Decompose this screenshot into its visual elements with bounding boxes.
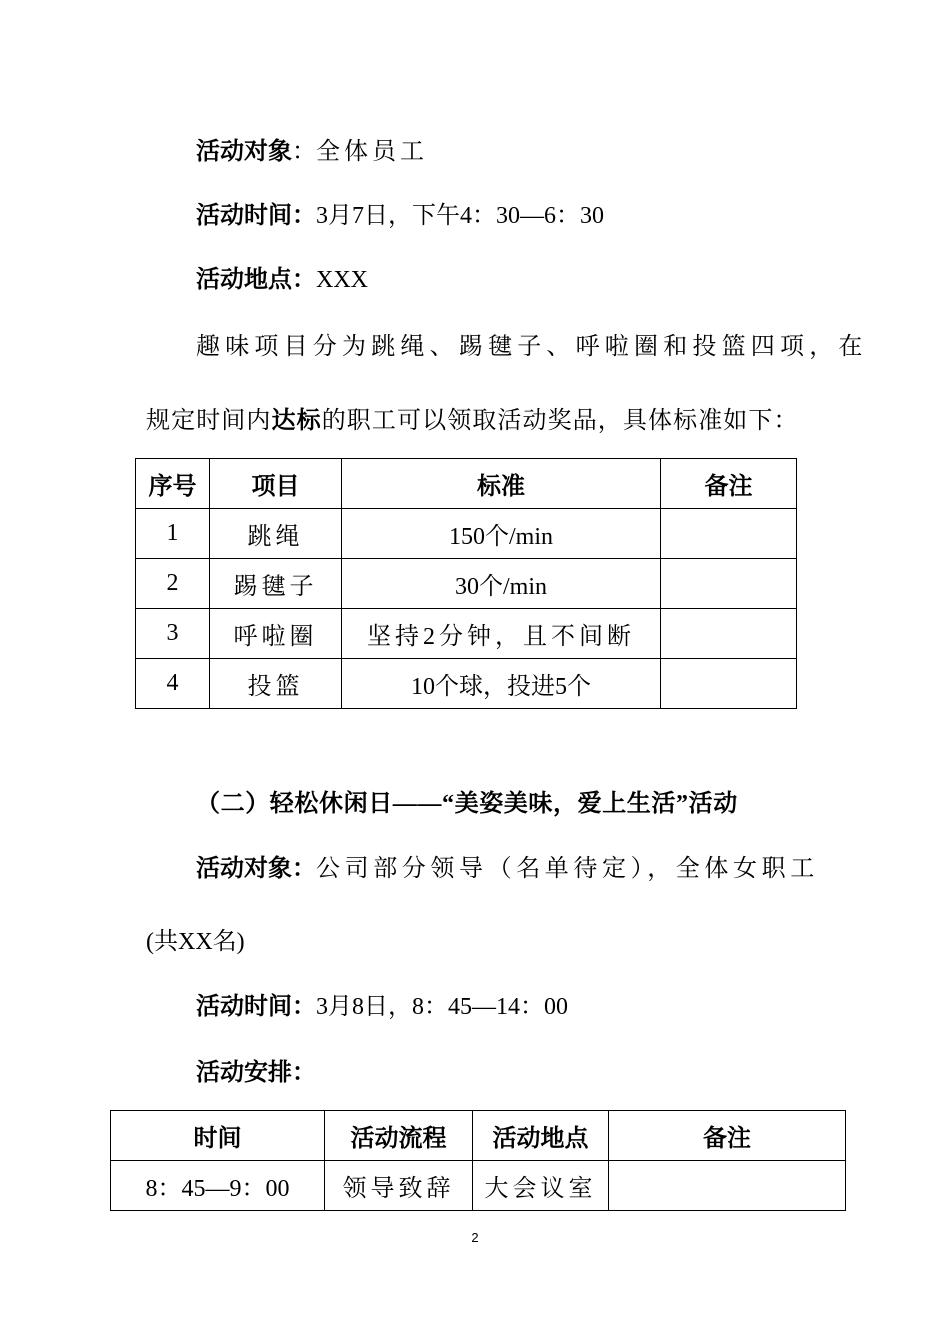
table-header-row [136,459,797,509]
activity-target-value: 全体员工 [316,139,428,165]
table-cell: 1 [136,509,210,559]
activity-time-line [196,200,604,232]
intro-paragraph-line1: 趣味项目分为跳绳、踢毽子、呼啦圈和投篮四项，在 [196,334,868,360]
activity-place-label: 活动地点： [196,267,316,293]
section2-target-line [196,853,819,885]
intro-text-bold: 达标 [271,408,322,434]
intro-text-c: 的职工可以领取活动奖品，具体标准如下： [321,408,799,434]
section2-time-line [196,991,568,1023]
table-cell: 8：45—9：00 [111,1161,325,1211]
table-cell [661,659,797,709]
table-cell: 150个/min [342,509,661,559]
table-row [111,1161,846,1211]
activity-place-line [196,264,368,296]
intro-text-a: 规定时间内 [146,408,272,434]
table-header-cell: 标准 [342,459,661,509]
table-cell: 踢毽子 [210,559,342,609]
table-row [136,659,797,709]
activity-target-label: 活动对象 [196,139,292,165]
table-header-cell: 时间 [111,1111,325,1161]
table-cell: 呼啦圈 [210,609,342,659]
table-cell: 投篮 [210,659,342,709]
activity-target-colon: ： [292,139,316,165]
section2-arrange-label: 活动安排： [196,1060,316,1086]
table-row [136,609,797,659]
table-cell: 4 [136,659,210,709]
table-cell: 大会议室 [473,1161,609,1211]
section2-arrange-line [196,1057,316,1089]
activity-place-value: XXX [316,267,368,293]
table-header-cell: 活动流程 [325,1111,473,1161]
fun-events-table [135,458,797,709]
table-cell: 30个/min [342,559,661,609]
table-header-cell: 备注 [661,459,797,509]
table-cell [661,509,797,559]
table-cell: 3 [136,609,210,659]
section2-time-value: 3月8日，8：45—14：00 [316,994,568,1020]
activity-time-label: 活动时间： [196,203,316,229]
table-cell: 领导致辞 [325,1161,473,1211]
table-cell: 坚持2分钟，且不间断 [342,609,661,659]
section2-target-continued: (共XX名) [146,929,245,955]
table-header-cell: 项目 [210,459,342,509]
table-cell: 2 [136,559,210,609]
table-header-cell: 序号 [136,459,210,509]
activity-time-value: 3月7日，下午4：30—6：30 [316,203,604,229]
page-number: 2 [471,1230,479,1245]
table-header-cell: 活动地点 [473,1111,609,1161]
table-cell: 跳绳 [210,509,342,559]
intro-paragraph-line2 [146,405,799,437]
table-cell [609,1161,846,1211]
table-cell [661,559,797,609]
table-header-row [111,1111,846,1161]
section2-target-label: 活动对象： [196,856,316,882]
section2-time-label: 活动时间： [196,994,316,1020]
activity-schedule-table [110,1110,846,1211]
activity-target-line [196,136,428,168]
section-heading: （二）轻松休闲日——“美姿美味，爱上生活”活动 [196,791,738,817]
table-cell [661,609,797,659]
table-row [136,559,797,609]
table-row [136,509,797,559]
table-cell: 10个球，投进5个 [342,659,661,709]
section2-target-value: 公司部分领导（名单待定），全体女职工 [316,856,819,882]
table-header-cell: 备注 [609,1111,846,1161]
